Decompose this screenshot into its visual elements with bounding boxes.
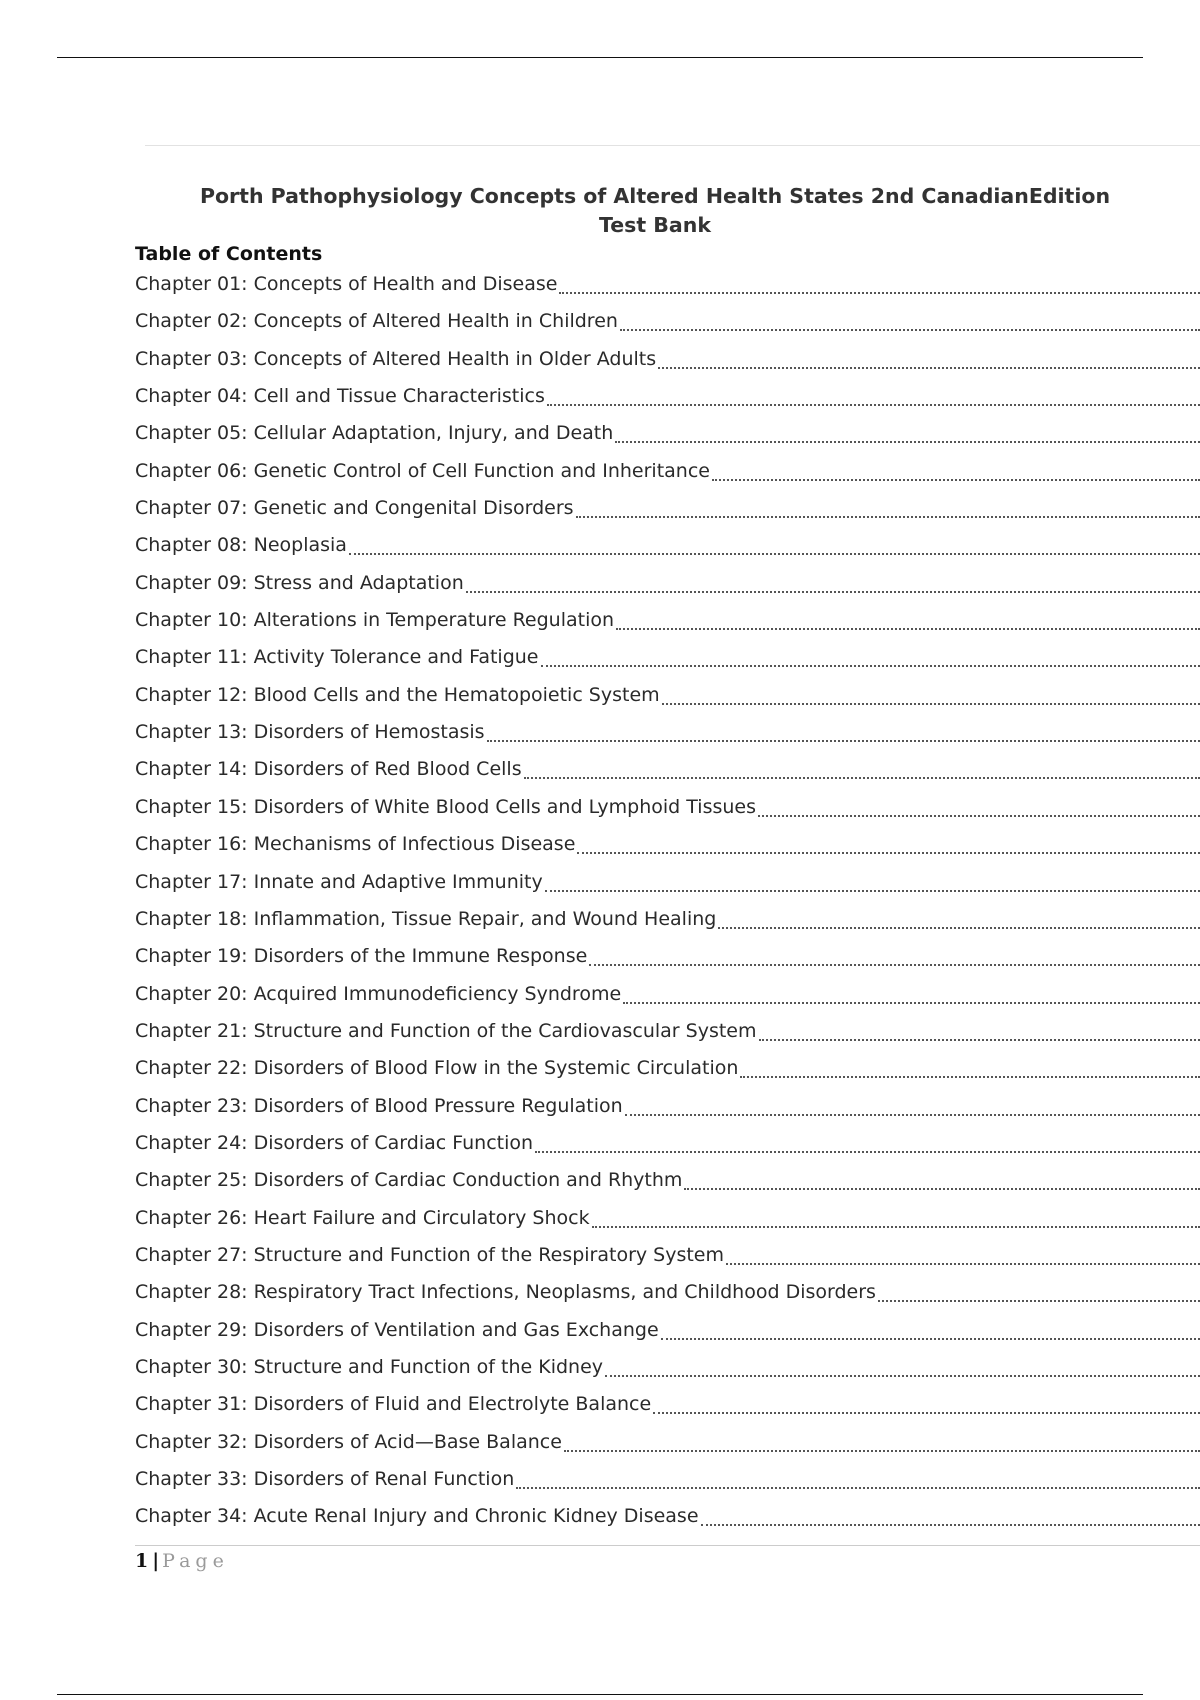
- toc-entry-label[interactable]: Chapter 29: Disorders of Ventilation and Gas Exchange: [135, 1318, 659, 1341]
- toc-entry-18[interactable]: [135, 905, 1200, 942]
- dot-leader: [759, 1039, 1200, 1041]
- dot-leader: [349, 553, 1200, 555]
- toc-entry-label[interactable]: Chapter 21: Structure and Function of the Cardiovascular System: [135, 1019, 757, 1042]
- toc-entry-label[interactable]: Chapter 22: Disorders of Blood Flow in the Systemic Circulation: [135, 1057, 739, 1080]
- toc-entry-27[interactable]: [135, 1241, 1200, 1278]
- toc-entry-label[interactable]: Chapter 28: Respiratory Tract Infections, Neoplasms, and Childhood Disorders: [135, 1281, 876, 1304]
- toc-entry-14[interactable]: [135, 755, 1200, 792]
- toc-entry-19[interactable]: [135, 942, 1200, 979]
- dot-leader: [623, 1002, 1200, 1004]
- header-divider: [145, 145, 1200, 146]
- toc-entry-16[interactable]: [135, 830, 1200, 867]
- toc-entry-25[interactable]: [135, 1166, 1200, 1203]
- toc-entry-label[interactable]: Chapter 09: Stress and Adaptation: [135, 571, 464, 594]
- dot-leader: [576, 516, 1200, 518]
- toc-entry-05[interactable]: [135, 419, 1200, 456]
- dot-leader: [620, 329, 1200, 331]
- dot-leader: [658, 367, 1200, 369]
- bottom-border-rule: [57, 1694, 1143, 1695]
- toc-entry-label[interactable]: Chapter 01: Concepts of Health and Disease: [135, 273, 558, 295]
- toc-entry-label[interactable]: Chapter 02: Concepts of Altered Health in Children: [135, 310, 618, 333]
- dot-leader: [547, 404, 1200, 406]
- toc-entry-label[interactable]: Chapter 10: Alterations in Temperature Regulation: [135, 609, 615, 632]
- toc-entry-label[interactable]: Chapter 19: Disorders of the Immune Response: [135, 945, 588, 968]
- toc-entry-30[interactable]: [135, 1353, 1200, 1390]
- toc-entry-10[interactable]: [135, 606, 1200, 643]
- toc-entry-12[interactable]: [135, 681, 1200, 718]
- dot-leader: [726, 1263, 1200, 1265]
- toc-entry-31[interactable]: [135, 1390, 1200, 1427]
- document-title: [135, 182, 1200, 240]
- dot-leader: [605, 1375, 1200, 1377]
- toc-entry-24[interactable]: [135, 1129, 1200, 1166]
- dot-leader: [661, 1338, 1200, 1340]
- toc-entry-label[interactable]: Chapter 05: Cellular Adaptation, Injury, and Death: [135, 422, 614, 445]
- toc-entry-label[interactable]: Chapter 27: Structure and Function of the Respiratory System: [135, 1243, 725, 1266]
- toc-entry-label[interactable]: Chapter 31: Disorders of Fluid and Electrolyte Balance: [135, 1393, 652, 1416]
- toc-entry-33[interactable]: [135, 1465, 1200, 1502]
- toc-entry-26[interactable]: [135, 1204, 1200, 1241]
- toc-entry-label[interactable]: Chapter 06: Genetic Control of Cell Function and Inheritance: [135, 459, 710, 482]
- toc-entry-label[interactable]: Chapter 15: Disorders of White Blood Cells and Lymphoid Tissues: [135, 795, 756, 818]
- toc-entry-label[interactable]: Chapter 23: Disorders of Blood Pressure Regulation: [135, 1094, 623, 1117]
- toc-entry-label[interactable]: Chapter 25: Disorders of Cardiac Conduction and Rhythm: [135, 1169, 683, 1192]
- toc-entry-29[interactable]: [135, 1316, 1200, 1353]
- toc-entry-label[interactable]: Chapter 16: Mechanisms of Infectious Disease: [135, 833, 576, 856]
- page-footer: [135, 1550, 229, 1572]
- dot-leader: [712, 479, 1200, 481]
- toc-entry-label[interactable]: Chapter 18: Inflammation, Tissue Repair, and Wound Healing: [135, 907, 717, 930]
- top-border-rule: [57, 57, 1143, 58]
- page-number: 1: [135, 1550, 149, 1572]
- toc-entry-02[interactable]: [135, 307, 1200, 344]
- toc-entry-label[interactable]: Chapter 12: Blood Cells and the Hematopoietic System: [135, 683, 660, 706]
- toc-entry-15[interactable]: [135, 793, 1200, 830]
- toc-entry-label[interactable]: Chapter 14: Disorders of Red Blood Cells: [135, 758, 522, 781]
- toc-entry-label[interactable]: Chapter 33: Disorders of Renal Function: [135, 1468, 515, 1490]
- toc-entry-label[interactable]: Chapter 04: Cell and Tissue Characteristics: [135, 385, 545, 408]
- toc-entry-28[interactable]: [135, 1278, 1200, 1315]
- toc-entry-17[interactable]: [135, 868, 1200, 905]
- toc-entry-label[interactable]: Chapter 34: Acute Renal Injury and Chronic Kidney Disease: [135, 1505, 699, 1528]
- toc-entry-01[interactable]: [135, 270, 1200, 307]
- dot-leader: [653, 1412, 1200, 1414]
- dot-leader: [684, 1188, 1200, 1190]
- document-title-text: Porth Pathophysiology Concepts of Altered Health States 2nd CanadianEdition Test Bank: [199, 184, 1111, 237]
- dot-leader: [564, 1450, 1200, 1452]
- dot-leader: [524, 777, 1200, 779]
- dot-leader: [592, 1226, 1200, 1228]
- dot-leader: [740, 1076, 1200, 1078]
- dot-leader: [616, 628, 1200, 630]
- toc-entry-32[interactable]: [135, 1428, 1200, 1465]
- dot-leader: [541, 665, 1200, 667]
- toc-entry-03[interactable]: [135, 345, 1200, 382]
- toc-entry-label[interactable]: Chapter 13: Disorders of Hemostasis: [135, 721, 485, 744]
- footer-divider: [135, 1545, 1200, 1546]
- dot-leader: [559, 292, 1200, 294]
- toc-entry-06[interactable]: [135, 457, 1200, 494]
- dot-leader: [516, 1487, 1200, 1489]
- dot-leader: [466, 591, 1200, 593]
- toc-entry-label[interactable]: Chapter 17: Innate and Adaptive Immunity: [135, 870, 543, 893]
- toc-entry-34[interactable]: [135, 1502, 1200, 1539]
- toc-entry-label[interactable]: Chapter 26: Heart Failure and Circulatory Shock: [135, 1206, 590, 1229]
- page-separator: |: [152, 1550, 160, 1572]
- toc-entry-20[interactable]: [135, 980, 1200, 1017]
- toc-entry-04[interactable]: [135, 382, 1200, 419]
- toc-entry-22[interactable]: [135, 1054, 1200, 1091]
- dot-leader: [615, 441, 1200, 443]
- dot-leader: [535, 1151, 1200, 1153]
- toc-entry-label[interactable]: Chapter 20: Acquired Immunodeficiency Syndrome: [135, 982, 622, 1005]
- dot-leader: [758, 815, 1200, 817]
- toc-entry-09[interactable]: [135, 569, 1200, 606]
- toc-entry-23[interactable]: [135, 1092, 1200, 1129]
- toc-entry-label[interactable]: Chapter 08: Neoplasia: [135, 534, 347, 557]
- dot-leader: [718, 927, 1200, 929]
- dot-leader: [577, 852, 1200, 854]
- dot-leader: [487, 740, 1200, 742]
- toc-entry-07[interactable]: [135, 494, 1200, 531]
- toc-entry-11[interactable]: [135, 643, 1200, 680]
- dot-leader: [625, 1114, 1200, 1116]
- toc-entry-21[interactable]: [135, 1017, 1200, 1054]
- dot-leader: [545, 890, 1200, 892]
- toc-entry-label[interactable]: Chapter 07: Genetic and Congenital Disorders: [135, 497, 574, 520]
- toc-entry-13[interactable]: [135, 718, 1200, 755]
- toc-entry-label[interactable]: Chapter 30: Structure and Function of the Kidney: [135, 1355, 604, 1378]
- toc-entry-label[interactable]: Chapter 11: Activity Tolerance and Fatigue: [135, 646, 539, 669]
- dot-leader: [701, 1524, 1200, 1526]
- dot-leader: [662, 703, 1200, 705]
- toc-heading: Table of Contents: [135, 243, 323, 265]
- toc-entry-label[interactable]: Chapter 32: Disorders of Acid—Base Balance: [135, 1430, 562, 1453]
- dot-leader: [589, 964, 1200, 966]
- toc-entry-label[interactable]: Chapter 03: Concepts of Altered Health in Older Adults: [135, 347, 657, 370]
- toc-entry-label[interactable]: Chapter 24: Disorders of Cardiac Function: [135, 1131, 534, 1154]
- page-word: Page: [162, 1550, 229, 1572]
- toc-entry-08[interactable]: [135, 531, 1200, 568]
- dot-leader: [878, 1300, 1200, 1302]
- table-of-contents: [135, 270, 1200, 1540]
